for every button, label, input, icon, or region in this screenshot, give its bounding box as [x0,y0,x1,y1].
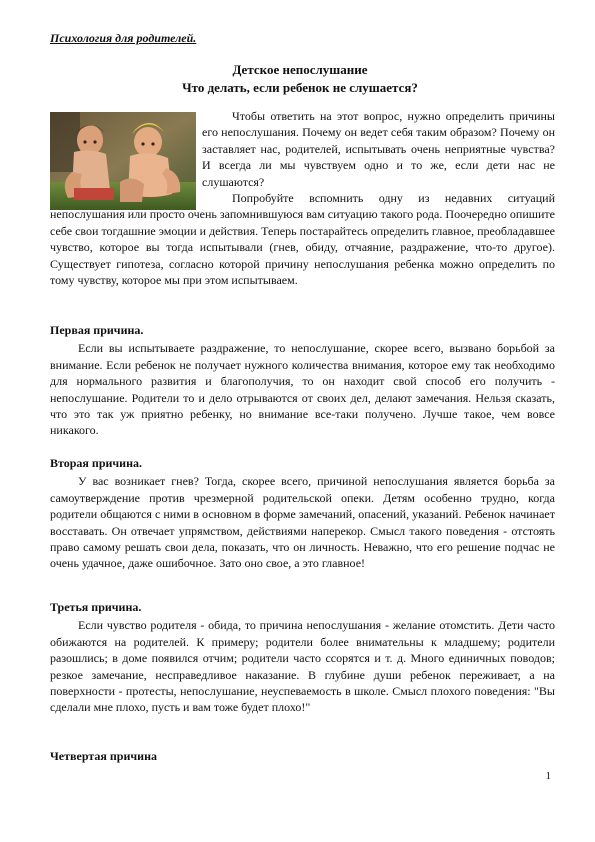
section-paragraph: Если вы испытываете раздражение, то непослушание, скорее всего, вызвано борьбой за внимание. Если ребенок не получает нужного количества внимания, которое ему так необходимо для нормального развития и благополучия, то он находит свой способ его получить - непослушание. Родители то и дело отрываются от своих дел, делают замечания. Нельзя сказать, что это так уж приятно ребенку, но внимание все-таки получено. Лучше такое, чем вовсе никакого. [50,341,555,438]
intro-paragraph-2: Попробуйте вспомнить одну из недавних ситуаций непослушания или просто очень запомнившуюся вам ситуацию такого рода. Поочередно опишите себе свои тогдашние эмоции и действия. Теперь постарайтесь определить главное, преобладавшее чувство, которое вы тогда испытывали (гнев, обиду, отчаяние, раздражение, что-то другое). Существует гипотеза, согласно которой причину непослушания ребенка можно определить по тому чувству, которое мы при этом испытываем. [50,191,555,288]
section-paragraph: У вас возникает гнев? Тогда, скорее всего, причиной непослушания является борьба за самоутверждение против чрезмерной родительской опеки. Детям особенно трудно, когда родители общаются с ними в основном в форме замечаний, опасений, указаний. Ребенок начинает восставать. Он отвечает упрямством, действиями наперекор. Смысл такого поведения - отстоять право самому решать свои дела, показать, что он личность. Неважно, что его решение подчас не очень удачное, даже ошибочное. Зато оно свое, а это главное! [50,474,555,571]
section-heading: Четвертая причина [50,749,157,763]
section-heading: Третья причина. [50,600,142,614]
section-third-reason [50,599,555,716]
section-first-reason [50,322,555,439]
section-paragraph: Если чувство родителя - обида, то причина непослушания - желание отомстить. Дети часто обижаются на родителей. К примеру; родители более внимательны к младшему; родители разошлись; в доме появился отчим; родители часто ссорятся и т. д. Много единичных поводов; резкое замечание, несправедливое наказание. В глубине души ребенок переживает, а на поверхности - протесты, непослушание, неуспеваемость в школе. Смысл плохого поведения: "Вы сделали мне плохо, пусть и вам тоже будет плохо!" [50,618,555,715]
title-line-1: Детское непослушание [232,62,368,77]
section-fourth-reason [50,748,555,766]
title-line-2: Что делать, если ребенок не слушается? [182,80,418,95]
photo-spacer [50,108,202,206]
page-number: 1 [545,770,551,782]
section-second-reason [50,455,555,572]
section-heading: Первая причина. [50,323,144,337]
page-header: Психология для родителей. [50,31,197,45]
intro-text [50,108,555,288]
intro-paragraph-1: Чтобы ответить на этот вопрос, нужно определить причины его непослушания. Почему он ведет себя таким образом? Почему он заставляет нас, родителей, испытывать очень неприятные чувства? И всегда ли мы чувствуем одно и то же, если дети нас не слушаются? [202,109,555,189]
section-heading: Вторая причина. [50,456,143,470]
